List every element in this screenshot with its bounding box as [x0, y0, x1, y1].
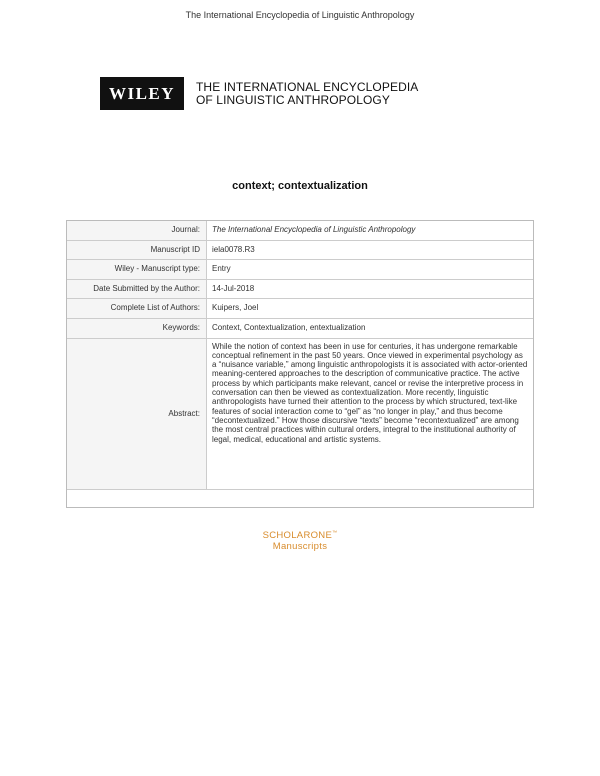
- abstract-text: While the notion of context has been in use for centuries, it has undergone remarkable conceptual refinement in the past 50 years. Once viewed in experimental psychology as a “nuisance variable,” among linguistic anthropologists it is associated with actor-oriented meaning-centered approaches to the description of communicative practice. The active process by which participants make relevant, cancel or revise the interpretive process in conversation can then be viewed as contextualization. More recently, linguistic anthropologists have turned their attention to the process by which structured, text-like features of social interaction come to “gel” as “no longer in play,” and thus become “decontextualized.” How those discursive “texts” become “recontextualized” are among the most central practices within cultural orders, integral to the institutional authority of legal, medical, educational and artistic systems.: [212, 341, 528, 444]
- keywords-row: [67, 319, 533, 339]
- manuscript-type-row: [67, 260, 533, 280]
- journal-value: The International Encyclopedia of Linguistic Anthropology: [212, 225, 416, 234]
- manuscript-id-value: iela0078.R3: [212, 244, 255, 254]
- manuscript-id-row: [67, 241, 533, 261]
- journal-title-line2: OF LINGUISTIC ANTHROPOLOGY: [196, 93, 390, 107]
- wiley-logo: WILEY: [100, 77, 184, 110]
- trademark-symbol: ™: [332, 530, 338, 536]
- journal-title: [196, 81, 418, 107]
- abstract-row: [67, 339, 533, 490]
- date-submitted-value: 14-Jul-2018: [212, 283, 255, 293]
- manuscript-id-label: Manuscript ID: [67, 241, 207, 260]
- date-submitted-row: [67, 280, 533, 300]
- authors-value: Kuipers, Joel: [212, 303, 259, 313]
- article-title: context; contextualization: [232, 180, 368, 192]
- journal-label: Journal:: [67, 221, 207, 240]
- manuscript-metadata-table: [66, 220, 534, 508]
- scholarone-logo: [0, 528, 600, 552]
- authors-label: Complete List of Authors:: [67, 299, 207, 318]
- scholarone-wordmark: SCHOLARONE: [262, 530, 333, 542]
- date-submitted-label: Date Submitted by the Author:: [67, 280, 207, 299]
- scholarone-subtitle: Manuscripts: [272, 541, 328, 553]
- authors-row: [67, 299, 533, 319]
- manuscript-type-label: Wiley - Manuscript type:: [67, 260, 207, 279]
- empty-row: [67, 490, 533, 509]
- running-head: The International Encyclopedia of Linguistic Anthropology: [185, 10, 415, 20]
- keywords-label: Keywords:: [67, 319, 207, 338]
- journal-row: [67, 221, 533, 241]
- keywords-value: Context, Contextualization, entextualization: [212, 322, 366, 332]
- abstract-label: Abstract:: [67, 339, 207, 489]
- journal-title-line1: THE INTERNATIONAL ENCYCLOPEDIA: [196, 80, 419, 94]
- manuscript-type-value: Entry: [212, 264, 231, 274]
